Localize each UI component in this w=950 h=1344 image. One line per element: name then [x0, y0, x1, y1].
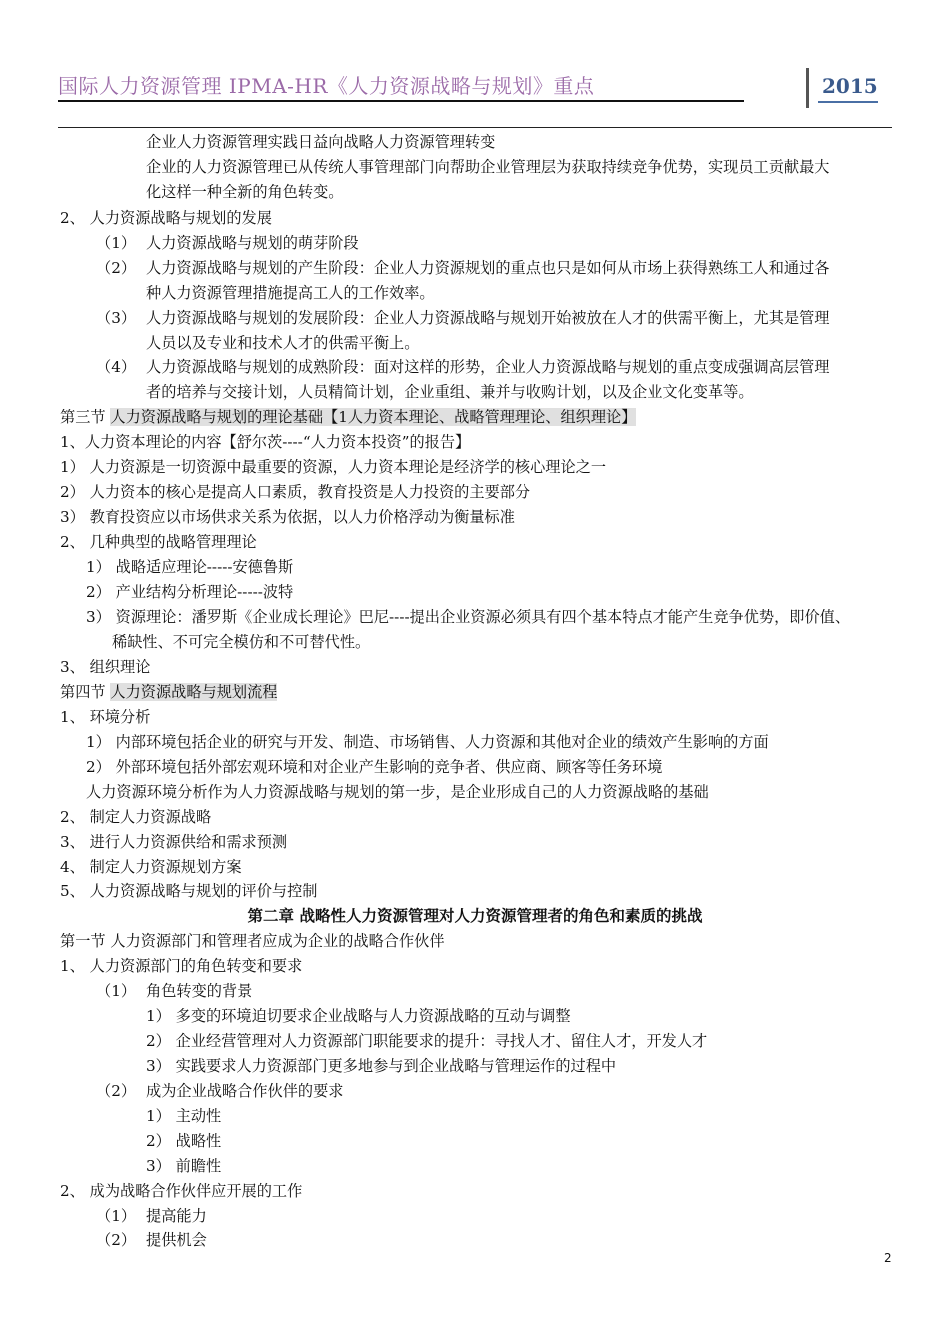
text-segment: （2） — [96, 1231, 137, 1249]
text-line — [146, 382, 754, 402]
text-segment: 1、人力资本理论的内容【舒尔茨----“人力资本投资”的报告】 — [60, 433, 471, 451]
text-line — [86, 557, 293, 577]
text-line — [60, 657, 150, 677]
chapter-heading: 第二章 战略性人力资源管理对人力资源管理者的角色和素质的挑战 — [247, 906, 703, 925]
text-line — [96, 357, 136, 377]
text-line-body: 人力资源战略与规划的成熟阶段：面对这样的形势，企业人力资源战略与规划的重点变成强调高层管理 — [146, 358, 830, 376]
text-line — [96, 308, 136, 328]
text-line — [86, 757, 662, 777]
text-line-body: 提高能力 — [146, 1207, 207, 1225]
header-rule — [58, 127, 892, 128]
text-segment: 4、 制定人力资源规划方案 — [60, 858, 242, 876]
text-line — [60, 881, 318, 901]
text-segment: 2） 产业结构分析理论-----波特 — [86, 583, 294, 601]
text-segment: 1） 战略适应理论-----安德鲁斯 — [86, 558, 294, 576]
text-line — [60, 1181, 302, 1201]
header-divider — [806, 68, 809, 108]
text-line — [86, 582, 293, 602]
text-segment: 1、 人力资源部门的角色转变和要求 — [60, 957, 303, 975]
text-segment: 3、 进行人力资源供给和需求预测 — [60, 833, 288, 851]
text-line — [146, 1006, 571, 1026]
text-line — [96, 233, 136, 253]
text-segment: 2） 人力资本的核心是提高人口素质，教育投资是人力投资的主要部分 — [60, 483, 531, 501]
text-line — [60, 208, 272, 228]
text-line — [146, 1056, 616, 1076]
text-line — [146, 182, 343, 202]
text-segment: 1） 人力资源是一切资源中最重要的资源，人力资本理论是经济学的核心理论之一 — [60, 458, 607, 476]
text-line — [112, 632, 370, 652]
text-line-body: 人力资源战略与规划的发展阶段：企业人力资源战略与规划开始被放在人才的供需平衡上，尤其是管理 — [146, 309, 830, 327]
text-line — [96, 981, 136, 1001]
text-segment: （2） — [96, 259, 137, 277]
text-line — [60, 682, 277, 702]
text-segment: 2、 几种典型的战略管理理论 — [60, 533, 257, 551]
text-line — [146, 1106, 221, 1126]
text-segment: 2、 制定人力资源战略 — [60, 808, 212, 826]
text-line — [60, 857, 242, 877]
text-segment: 3） 实践要求人力资源部门更多地参与到企业战略与管理运作的过程中 — [146, 1057, 617, 1075]
text-segment: 1） 多变的环境迫切要求企业战略与人力资源战略的互动与调整 — [146, 1007, 571, 1025]
text-line — [146, 333, 419, 353]
text-line — [96, 1230, 136, 1250]
text-line — [146, 157, 829, 177]
text-segment: （3） — [96, 309, 137, 327]
text-segment: 3） 资源理论：潘罗斯《企业成长理论》巴尼----提出企业资源必须具有四个基本特点才能产生竞争优势，即价值、 — [86, 608, 851, 626]
text-line — [60, 532, 257, 552]
text-segment: 稀缺性、不可完全模仿和不可替代性。 — [112, 633, 371, 651]
text-segment: 第三节 — [60, 408, 111, 426]
page-number: 2 — [884, 1251, 892, 1265]
header-year: 2015 — [822, 74, 878, 98]
text-line — [86, 607, 850, 627]
text-line-body: 成为企业战略合作伙伴的要求 — [146, 1082, 344, 1100]
highlighted-heading: 人力资源战略与规划的理论基础【1人力资本理论、战略管理理论、组织理论】 — [110, 408, 637, 426]
text-segment: 种人力资源管理措施提高工人的工作效率。 — [146, 284, 435, 302]
text-segment: 2、 人力资源战略与规划的发展 — [60, 209, 272, 227]
text-line — [86, 782, 709, 802]
text-segment: 2） 战略性 — [146, 1132, 222, 1150]
text-segment: 人员以及专业和技术人才的供需平衡上。 — [146, 334, 420, 352]
header-year-underline — [818, 101, 878, 103]
text-line — [60, 482, 530, 502]
text-segment: 1） 主动性 — [146, 1107, 222, 1125]
text-segment: 企业人力资源管理实践日益向战略人力资源管理转变 — [146, 133, 496, 151]
text-line — [60, 432, 470, 452]
text-segment: 者的培养与交接计划，人员精简计划，企业重组、兼并与收购计划，以及企业文化变革等。 — [146, 383, 754, 401]
text-line-body: 提供机会 — [146, 1231, 207, 1249]
text-segment: 5、 人力资源战略与规划的评价与控制 — [60, 882, 318, 900]
text-line — [60, 807, 211, 827]
text-segment: 1） 内部环境包括企业的研究与开发、制造、市场销售、人力资源和其他对企业的绩效产生影响的方面 — [86, 733, 769, 751]
text-segment: （1） — [96, 982, 137, 1000]
text-line — [146, 1156, 221, 1176]
highlighted-heading: 人力资源战略与规划流程 — [110, 683, 278, 701]
text-segment: 3、 组织理论 — [60, 658, 151, 676]
text-segment: （2） — [96, 1082, 137, 1100]
text-segment: （1） — [96, 234, 137, 252]
text-line — [96, 258, 136, 278]
header-title: 国际人力资源管理 IPMA-HR《人力资源战略与规划》重点 — [58, 74, 595, 98]
text-segment: 2） 外部环境包括外部宏观环境和对企业产生影响的竞争者、供应商、顾客等任务环境 — [86, 758, 663, 776]
text-segment: 3） 教育投资应以市场供求关系为依据，以人力价格浮动为衡量标准 — [60, 508, 515, 526]
text-line — [60, 457, 606, 477]
text-line — [146, 1131, 221, 1151]
text-line-body: 角色转变的背景 — [146, 982, 253, 1000]
text-line-body: 人力资源战略与规划的萌芽阶段 — [146, 234, 359, 252]
text-segment: 1、 环境分析 — [60, 708, 151, 726]
text-segment: 第四节 — [60, 683, 111, 701]
text-line — [86, 732, 769, 752]
text-segment: 人力资源环境分析作为人力资源战略与规划的第一步，是企业形成自己的人力资源战略的基础 — [86, 783, 709, 801]
text-line — [60, 956, 302, 976]
text-segment: （1） — [96, 1207, 137, 1225]
text-segment: （4） — [96, 358, 137, 376]
text-segment: 化这样一种全新的角色转变。 — [146, 183, 344, 201]
text-line — [60, 507, 515, 527]
text-segment: 3） 前瞻性 — [146, 1157, 222, 1175]
text-line — [60, 832, 287, 852]
text-segment: 第一节 人力资源部门和管理者应成为企业的战略合作伙伴 — [60, 932, 445, 950]
text-line — [146, 1031, 707, 1051]
text-line — [146, 132, 495, 152]
text-segment: 2、 成为战略合作伙伴应开展的工作 — [60, 1182, 303, 1200]
text-line — [60, 931, 445, 951]
text-segment: 企业的人力资源管理已从传统人事管理部门向帮助企业管理层为获取持续竞争优势，实现员工贡献最大 — [146, 158, 830, 176]
text-line — [146, 283, 435, 303]
text-segment: 2） 企业经营管理对人力资源部门职能要求的提升：寻找人才、留住人才，开发人才 — [146, 1032, 708, 1050]
text-line — [60, 407, 636, 427]
text-line-body: 人力资源战略与规划的产生阶段：企业人力资源规划的重点也只是如何从市场上获得熟练工人和通过各 — [146, 259, 830, 277]
header-underline — [58, 100, 744, 102]
text-line — [96, 1206, 136, 1226]
text-line — [60, 707, 150, 727]
text-line — [96, 1081, 136, 1101]
